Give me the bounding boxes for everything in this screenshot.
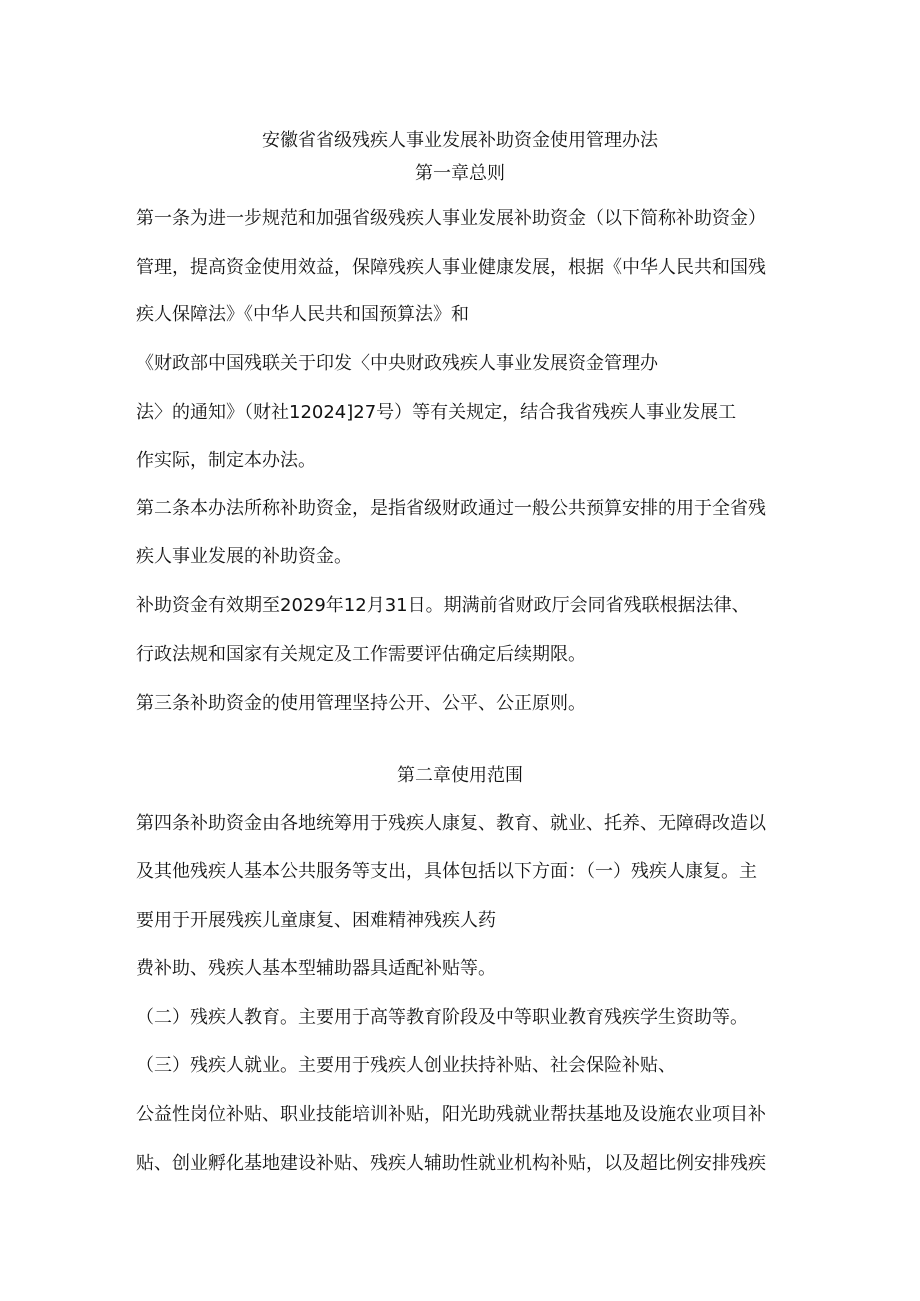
paragraph-line: 疾人事业发展的补助资金。 bbox=[136, 546, 352, 567]
paragraph-line: （二）残疾人教育。主要用于高等教育阶段及中等职业教育残疾学生资助等。 bbox=[136, 1007, 748, 1028]
paragraph-line: 费补助、残疾人基本型辅助器具适配补贴等。 bbox=[136, 958, 496, 979]
paragraph-line: 第三条补助资金的使用管理坚持公开、公平、公正原则。 bbox=[136, 693, 586, 714]
paragraph-line: 公益性岗位补贴、职业技能培训补贴，阳光助残就业帮扶基地及设施农业项目补 bbox=[136, 1104, 766, 1125]
paragraph-line: 管理，提高资金使用效益，保障残疾人事业健康发展，根据《中华人民共和国残 bbox=[136, 257, 766, 278]
paragraph-line: 要用于开展残疾儿童康复、困难精神残疾人药 bbox=[136, 910, 496, 931]
chapter-heading-1: 第一章总则 bbox=[415, 163, 505, 184]
paragraph-line: 行政法规和国家有关规定及工作需要评估确定后续期限。 bbox=[136, 644, 586, 665]
paragraph-line: 第四条补助资金由各地统筹用于残疾人康复、教育、就业、托养、无障碍改造以 bbox=[136, 813, 766, 834]
paragraph-line: （三）残疾人就业。主要用于残疾人创业扶持补贴、社会保险补贴、 bbox=[136, 1055, 676, 1076]
paragraph-line: 补助资金有效期至2029年12月31日。期满前省财政厅会同省残联根据法律、 bbox=[136, 595, 750, 616]
paragraph-line: 《财政部中国残联关于印发〈中央财政残疾人事业发展资金管理办 bbox=[136, 353, 658, 374]
chapter-heading-2: 第二章使用范围 bbox=[397, 765, 523, 786]
document-title: 安徽省省级残疾人事业发展补助资金使用管理办法 bbox=[262, 130, 658, 151]
paragraph-line: 第二条本办法所称补助资金，是指省级财政通过一般公共预算安排的用于全省残 bbox=[136, 498, 766, 519]
paragraph-line: 法〉的通知》（财社12024]27号）等有关规定，结合我省残疾人事业发展工 bbox=[136, 402, 737, 423]
paragraph-line: 作实际，制定本办法。 bbox=[136, 450, 316, 471]
paragraph-line: 贴、创业孵化基地建设补贴、残疾人辅助性就业机构补贴，以及超比例安排残疾 bbox=[136, 1153, 766, 1174]
paragraph-line: 第一条为进一步规范和加强省级残疾人事业发展补助资金（以下简称补助资金） bbox=[136, 208, 766, 229]
paragraph-line: 及其他残疾人基本公共服务等支出，具体包括以下方面：（一）残疾人康复。主 bbox=[136, 861, 757, 882]
paragraph-line: 疾人保障法》《中华人民共和国预算法》和 bbox=[136, 304, 469, 325]
